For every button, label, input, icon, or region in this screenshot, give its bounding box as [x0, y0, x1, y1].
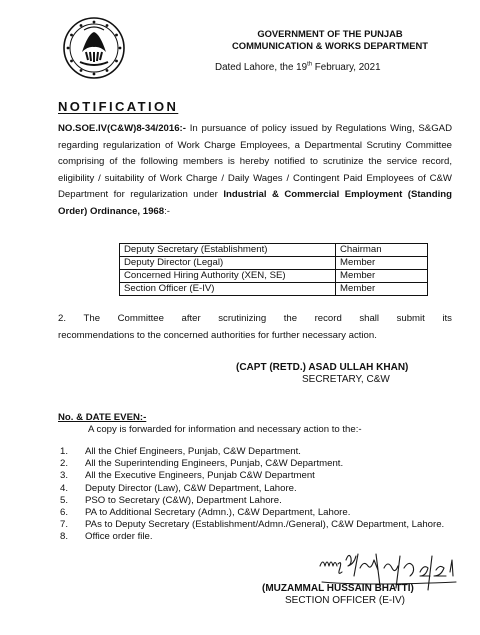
list-item: [58, 531, 458, 543]
department-header-line2: COMMUNICATION & WORKS DEPARTMENT: [232, 40, 428, 51]
paragraph-body: In pursuance of policy issued by Regulations Wing, S&GAD regarding regularization of Work Charge Employees, a Departmental Scrutiny Committee comprising of the following members is hereby notified to scrutinize the service record, eligibility / suitability of Work Charge / Daily Wages / Contingent Paid Employees of C&W Department for regularization under: [58, 123, 452, 200]
endorsement-heading: No. & DATE EVEN:-: [58, 412, 147, 423]
dated-suffix: February, 2021: [312, 62, 381, 73]
member-position: Chairman: [336, 244, 428, 257]
table-row: [120, 257, 428, 270]
department-header-line1: GOVERNMENT OF THE PUNJAB: [257, 28, 403, 39]
item-text: PA to Additional Secretary (Admn.), C&W Department, Lahore.: [85, 507, 351, 519]
word: submit: [396, 313, 425, 324]
word: scrutinizing: [218, 313, 267, 324]
item-number: 1.: [60, 446, 69, 457]
item-number: 7.: [60, 519, 69, 531]
list-item: [58, 458, 458, 470]
endorsement-intro: A copy is forwarded for information and necessary action to the:-: [88, 424, 362, 435]
word: Committee: [117, 313, 164, 324]
item-text: PSO to Secretary (C&W), Department Lahore.: [85, 494, 282, 506]
item-text: Deputy Director (Law), C&W Department, Lahore.: [85, 482, 297, 494]
distribution-list: [58, 446, 458, 544]
item-number: 3.: [60, 470, 69, 482]
list-item: [58, 519, 458, 531]
member-role: Deputy Secretary (Establishment): [120, 244, 336, 257]
list-item: [58, 495, 458, 507]
member-role: Concerned Hiring Authority (XEN, SE): [120, 270, 336, 283]
paragraph-end: :-: [164, 205, 170, 217]
section-officer-title: SECTION OFFICER (E-IV): [285, 595, 405, 606]
word: 2.: [58, 313, 67, 324]
item-number: 4.: [60, 482, 69, 494]
committee-members-table: [119, 243, 428, 296]
item-text: All the Superintending Engineers, Punjab, C&W Department.: [85, 458, 344, 470]
member-position: Member: [336, 283, 428, 296]
item-text: Office order file.: [85, 531, 153, 543]
word: The: [83, 313, 101, 324]
dated-line: [215, 62, 381, 75]
word: after: [181, 313, 201, 324]
table-row: [120, 283, 428, 296]
notification-heading: NOTIFICATION: [58, 99, 179, 114]
item-number: 6.: [60, 507, 69, 519]
word: record: [314, 313, 342, 324]
item-text: All the Executive Engineers, Punjab C&W Department: [85, 470, 315, 482]
member-role: Deputy Director (Legal): [120, 257, 336, 270]
punjab-emblem-icon: [62, 16, 126, 80]
table-row: [120, 270, 428, 283]
item-number: 5.: [60, 494, 69, 506]
reference-number: NO.SOE.IV(C&W)8-34/2016:-: [58, 123, 186, 134]
notification-paragraph: [58, 121, 452, 220]
secretary-title: SECRETARY, C&W: [302, 374, 390, 385]
word: shall: [359, 313, 380, 324]
word: its: [442, 313, 452, 324]
list-item: [58, 470, 458, 482]
item-number: 8.: [60, 531, 69, 543]
table-row: [120, 244, 428, 257]
item-text: PAs to Deputy Secretary (Establishment/Admn./General), C&W Department, Lahore.: [85, 519, 445, 531]
paragraph-two-line1: [58, 311, 452, 328]
item-text: All the Chief Engineers, Punjab, C&W Department.: [85, 446, 301, 457]
item-number: 2.: [60, 458, 69, 470]
paragraph-two: [58, 311, 452, 344]
dated-prefix: Dated Lahore, the 19: [215, 62, 308, 73]
member-role: Section Officer (E-IV): [120, 283, 336, 296]
ordinance-name: Industrial & Commercial Employment (Standing Order) Ordinance, 1968: [58, 189, 452, 217]
member-position: Member: [336, 270, 428, 283]
list-item: [58, 483, 458, 495]
list-item: [58, 446, 458, 458]
list-item: [58, 507, 458, 519]
member-position: Member: [336, 257, 428, 270]
section-officer-name: (MUZAMMAL HUSSAIN BHATTI): [262, 583, 414, 594]
paragraph-two-line2: recommendations to the concerned authorities for further necessary action.: [58, 329, 377, 341]
word: the: [283, 313, 298, 324]
secretary-name: (CAPT (RETD.) ASAD ULLAH KHAN): [236, 362, 409, 373]
dated-sup: th: [307, 61, 313, 68]
